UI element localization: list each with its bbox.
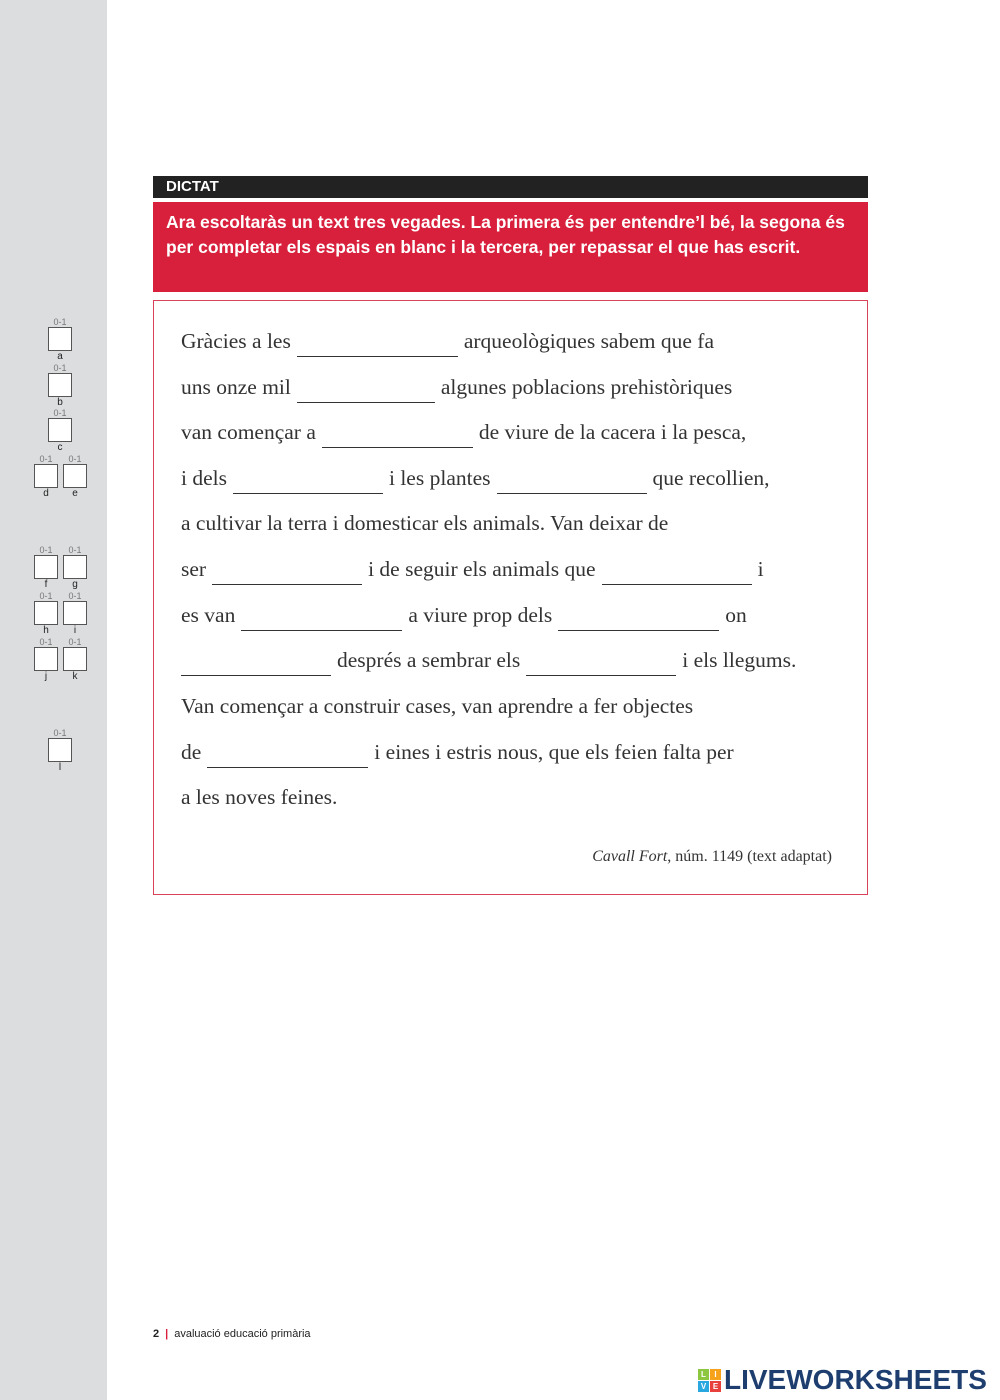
score-letter: f [44,579,48,590]
text: a viure prop dels [408,603,553,627]
score-letter: l [58,762,62,773]
score-letter: h [43,625,49,636]
text-line [181,326,714,356]
text-line [181,463,770,493]
page-number: 2 [153,1328,160,1340]
score-range: 0-1 [53,728,67,738]
score-checkbox[interactable] [48,418,72,442]
score-box-b[interactable] [47,364,73,408]
text-line [181,554,764,584]
text-line [181,645,796,675]
score-range: 0-1 [68,545,82,555]
score-box-i[interactable] [62,592,88,636]
score-range: 0-1 [39,545,53,555]
score-checkbox[interactable] [48,738,72,762]
text: es van [181,603,236,627]
score-checkbox[interactable] [63,647,87,671]
score-range: 0-1 [39,637,53,647]
score-letter: e [72,488,78,499]
logo-letter: I [710,1369,721,1380]
text-line [181,782,337,812]
score-checkbox[interactable] [63,555,87,579]
blank-b[interactable] [297,380,435,403]
score-checkbox[interactable] [48,327,72,351]
text-line [181,600,747,630]
blank-h[interactable] [241,608,402,631]
text-line [181,691,693,721]
score-letter: a [57,351,63,362]
blank-j[interactable] [181,653,331,676]
blank-k[interactable] [526,653,676,676]
score-checkbox[interactable] [34,555,58,579]
text: a cultivar la terra i domesticar els animals. Van deixar de [181,511,669,535]
score-checkbox[interactable] [48,373,72,397]
score-box-f[interactable] [33,546,59,590]
text: van començar a [181,420,316,444]
score-box-c[interactable] [47,409,73,453]
source-detail: , núm. 1149 (text adaptat) [667,848,832,865]
text: que recollien, [652,466,770,490]
text: algunes poblacions prehistòriques [440,375,733,399]
score-letter: d [43,488,49,499]
score-box-k[interactable] [62,638,88,682]
text: i les plantes [388,466,491,490]
score-box-j[interactable] [33,638,59,682]
text: i eines i estris nous, que els feien falta per [374,740,734,764]
score-sidebar [0,0,107,1400]
footer-label: avaluació educació primària [174,1328,311,1340]
score-checkbox[interactable] [34,601,58,625]
text: de viure de la cacera i la pesca, [478,420,747,444]
text: Van començar a construir cases, van aprendre a fer objectes [181,694,694,718]
text-line [181,417,746,447]
score-letter: k [72,671,78,682]
logo-letter: V [698,1381,709,1392]
score-range: 0-1 [68,591,82,601]
score-checkbox[interactable] [34,647,58,671]
blank-c[interactable] [322,425,473,448]
page-footer [153,1328,311,1340]
score-range: 0-1 [39,591,53,601]
score-letter: j [44,671,48,682]
score-box-h[interactable] [33,592,59,636]
blank-l[interactable] [207,745,368,768]
score-letter: c [57,442,63,453]
blank-i[interactable] [558,608,719,631]
text: ser [181,557,207,581]
separator: | [165,1328,169,1340]
score-checkbox[interactable] [63,601,87,625]
section-title: DICTAT [153,176,868,198]
score-checkbox[interactable] [63,464,87,488]
logo-letter: L [698,1369,709,1380]
text: i [757,557,764,581]
blank-e[interactable] [497,471,647,494]
text: després a sembrar els [337,648,521,672]
blank-a[interactable] [297,334,458,357]
liveworksheets-logo [698,1364,987,1396]
score-range: 0-1 [39,454,53,464]
blank-d[interactable] [233,471,383,494]
score-box-d[interactable] [33,455,59,499]
source-title: Cavall Fort [592,848,668,865]
text-line [181,508,668,538]
score-box-e[interactable] [62,455,88,499]
score-box-l[interactable] [47,729,73,773]
instructions: Ara escoltaràs un text tres vegades. La primera és per entendre’l bé, la segona és per completar els espais en blanc i la tercera, per repassar el que has escrit. [153,202,868,292]
score-range: 0-1 [68,454,82,464]
text: i dels [181,466,227,490]
blank-g[interactable] [602,562,752,585]
score-box-g[interactable] [62,546,88,590]
score-range: 0-1 [53,317,67,327]
text: on [725,603,747,627]
logo-letter: E [710,1381,721,1392]
score-range: 0-1 [68,637,82,647]
score-letter: g [72,579,78,590]
score-range: 0-1 [53,363,67,373]
score-letter: b [57,397,63,408]
score-range: 0-1 [53,408,67,418]
text: Gràcies a les [181,329,291,353]
source-citation [592,848,832,866]
text: arqueològiques sabem que fa [463,329,714,353]
logo-icon [698,1369,721,1392]
text: a les noves feines. [181,785,338,809]
score-letter: i [73,625,77,636]
text-line [181,372,732,402]
blank-f[interactable] [212,562,362,585]
text: de [181,740,202,764]
text: i els llegums. [682,648,797,672]
score-checkbox[interactable] [34,464,58,488]
text: uns onze mil [181,375,291,399]
logo-text: LIVEWORKSHEETS [724,1364,987,1395]
score-box-a[interactable] [47,318,73,362]
text: i de seguir els animals que [368,557,596,581]
text-line [181,737,734,767]
